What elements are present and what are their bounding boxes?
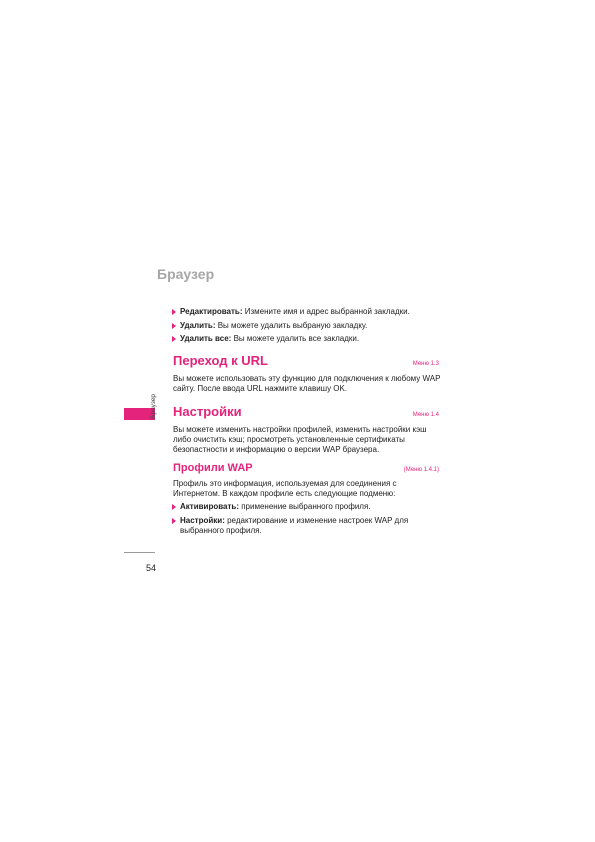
item-label: Удалить: [180,320,216,330]
item-text: Вы можете удалить все закладки. [231,334,360,343]
item-label: Удалить все: [180,334,232,343]
triangle-bullet-icon [172,323,176,329]
wap-profiles-description: Профиль это информация, используемая для соединения с Интернетом. В каждом профиле есть следующие подменю: [173,479,397,498]
bookmark-actions-list [172,307,410,348]
settings-header [173,404,439,419]
menu-reference: Меню 1.4 [412,412,439,418]
menu-reference: (Меню 1.4.1) [403,467,439,473]
section-title: Профили WAP [173,462,253,474]
list-item [172,516,412,536]
triangle-bullet-icon [172,518,176,524]
item-label: Активировать: [180,502,239,511]
triangle-bullet-icon [172,309,176,315]
section-title: Переход к URL [173,353,268,368]
page-title: Браузер [157,266,215,282]
item-text: редактирование и изменение настроек WAP для выбранного профиля. [180,515,409,535]
item-label: Настройки: [180,515,225,525]
item-text: применение выбранного профиля. [239,502,371,511]
goto-url-header [173,353,439,368]
item-label: Редактировать: [180,307,243,316]
wap-profiles-header [173,462,439,474]
triangle-bullet-icon [172,504,176,510]
wap-profile-submenu-list [172,502,412,539]
goto-url-description: Вы можете использовать эту функцию для подключения к любому WAP сайту. После ввода URL нажмите клавишу OK. [173,374,441,393]
settings-description: Вы можете изменить настройки профилей, изменить настройки кэш либо очистить кэш; просмотреть установленные сертификаты безопастности и информацию о версии WAP браузера. [173,425,427,454]
triangle-bullet-icon [172,336,176,342]
list-item [172,334,410,344]
section-title: Настройки [173,404,242,419]
list-item [172,502,412,512]
footer-divider [124,552,155,553]
item-text: Вы можете удалить выбраную закладку. [215,320,368,330]
page-number: 54 [145,563,156,573]
list-item [172,321,410,331]
menu-reference: Меню 1.3 [412,361,439,367]
item-text: Измените имя и адрес выбранной закладки. [242,307,410,316]
list-item [172,307,410,317]
chapter-side-label: Браузер [150,394,157,419]
